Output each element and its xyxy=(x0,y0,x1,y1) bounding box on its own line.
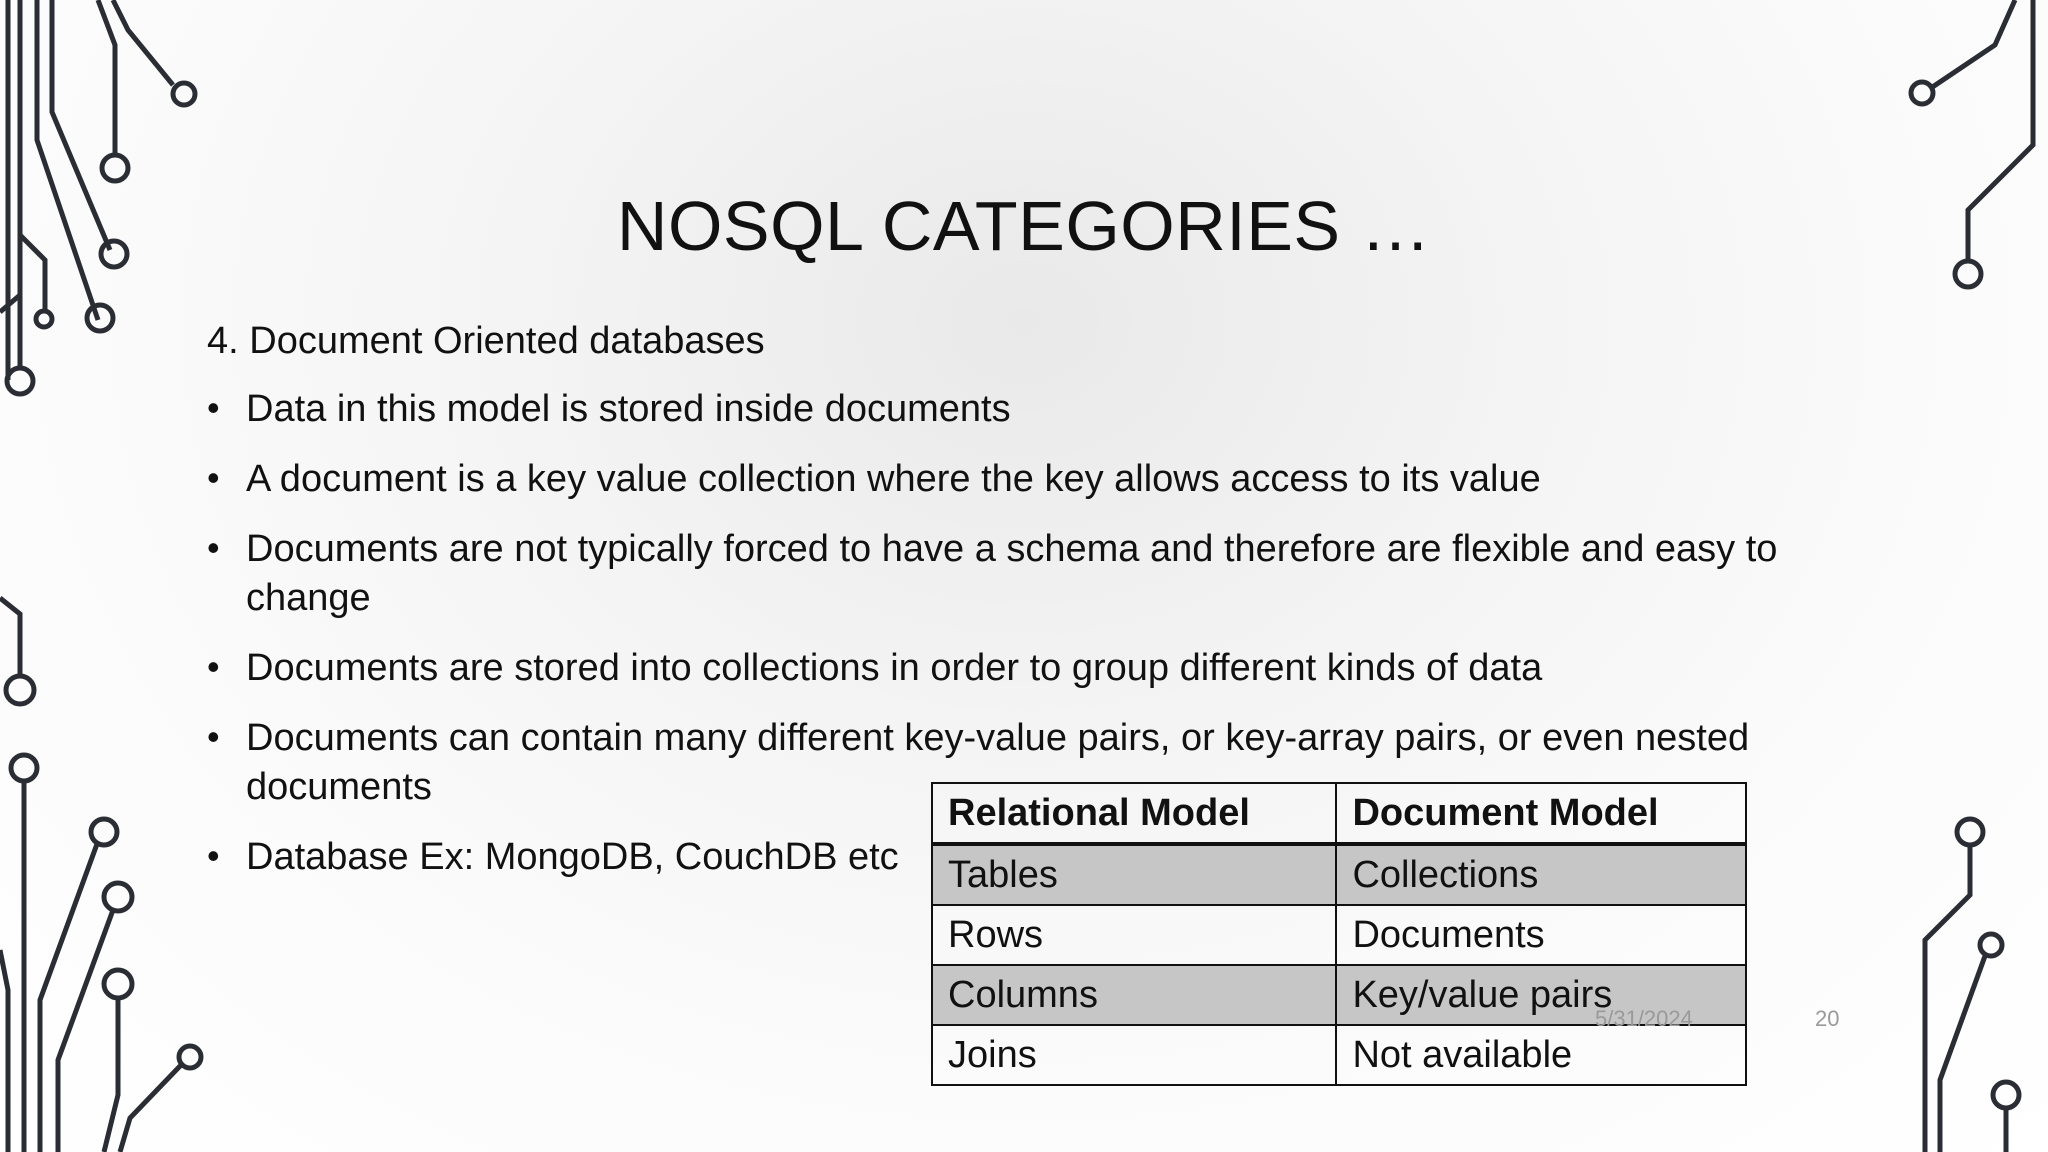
bullet-item: • A document is a key value collection where the key allows access to its value xyxy=(207,455,1867,504)
page-number: 20 xyxy=(1815,1006,1840,1031)
table-cell: Documents xyxy=(1336,905,1746,965)
table-cell: Not available xyxy=(1336,1025,1746,1085)
table-row xyxy=(932,1025,1746,1085)
table-header-cell: Relational Model xyxy=(932,783,1336,844)
comparison-table xyxy=(931,782,1747,1086)
table-cell: Tables xyxy=(932,844,1336,905)
bullet-item: • Documents are not typically forced to have a schema and therefore are flexible and easy to change xyxy=(207,525,1867,623)
circuit-decoration-left xyxy=(0,0,220,1152)
table-header-row xyxy=(932,783,1746,844)
table-header-cell: Document Model xyxy=(1336,783,1746,844)
slide-title: NOSQL CATEGORIES … xyxy=(616,187,1432,265)
table-cell: Key/value pairs xyxy=(1336,965,1746,1025)
table-cell: Rows xyxy=(932,905,1336,965)
bullet-item: • Data in this model is stored inside documents xyxy=(207,385,1867,434)
bullet-item: • Documents can contain many different key-value pairs, or key-array pairs, or even nested documents xyxy=(207,714,1867,812)
table-cell: Columns xyxy=(932,965,1336,1025)
table-row xyxy=(932,844,1746,905)
table-cell: Collections xyxy=(1336,844,1746,905)
bullet-item: • Documents are stored into collections in order to group different kinds of data xyxy=(207,644,1867,693)
section-heading: 4. Document Oriented databases xyxy=(207,320,765,362)
table-cell: Joins xyxy=(932,1025,1336,1085)
table-row xyxy=(932,905,1746,965)
footer-date: 5/31/2024 xyxy=(1595,1006,1693,1031)
bullet-item: • Database Ex: MongoDB, CouchDB etc xyxy=(207,833,1867,882)
